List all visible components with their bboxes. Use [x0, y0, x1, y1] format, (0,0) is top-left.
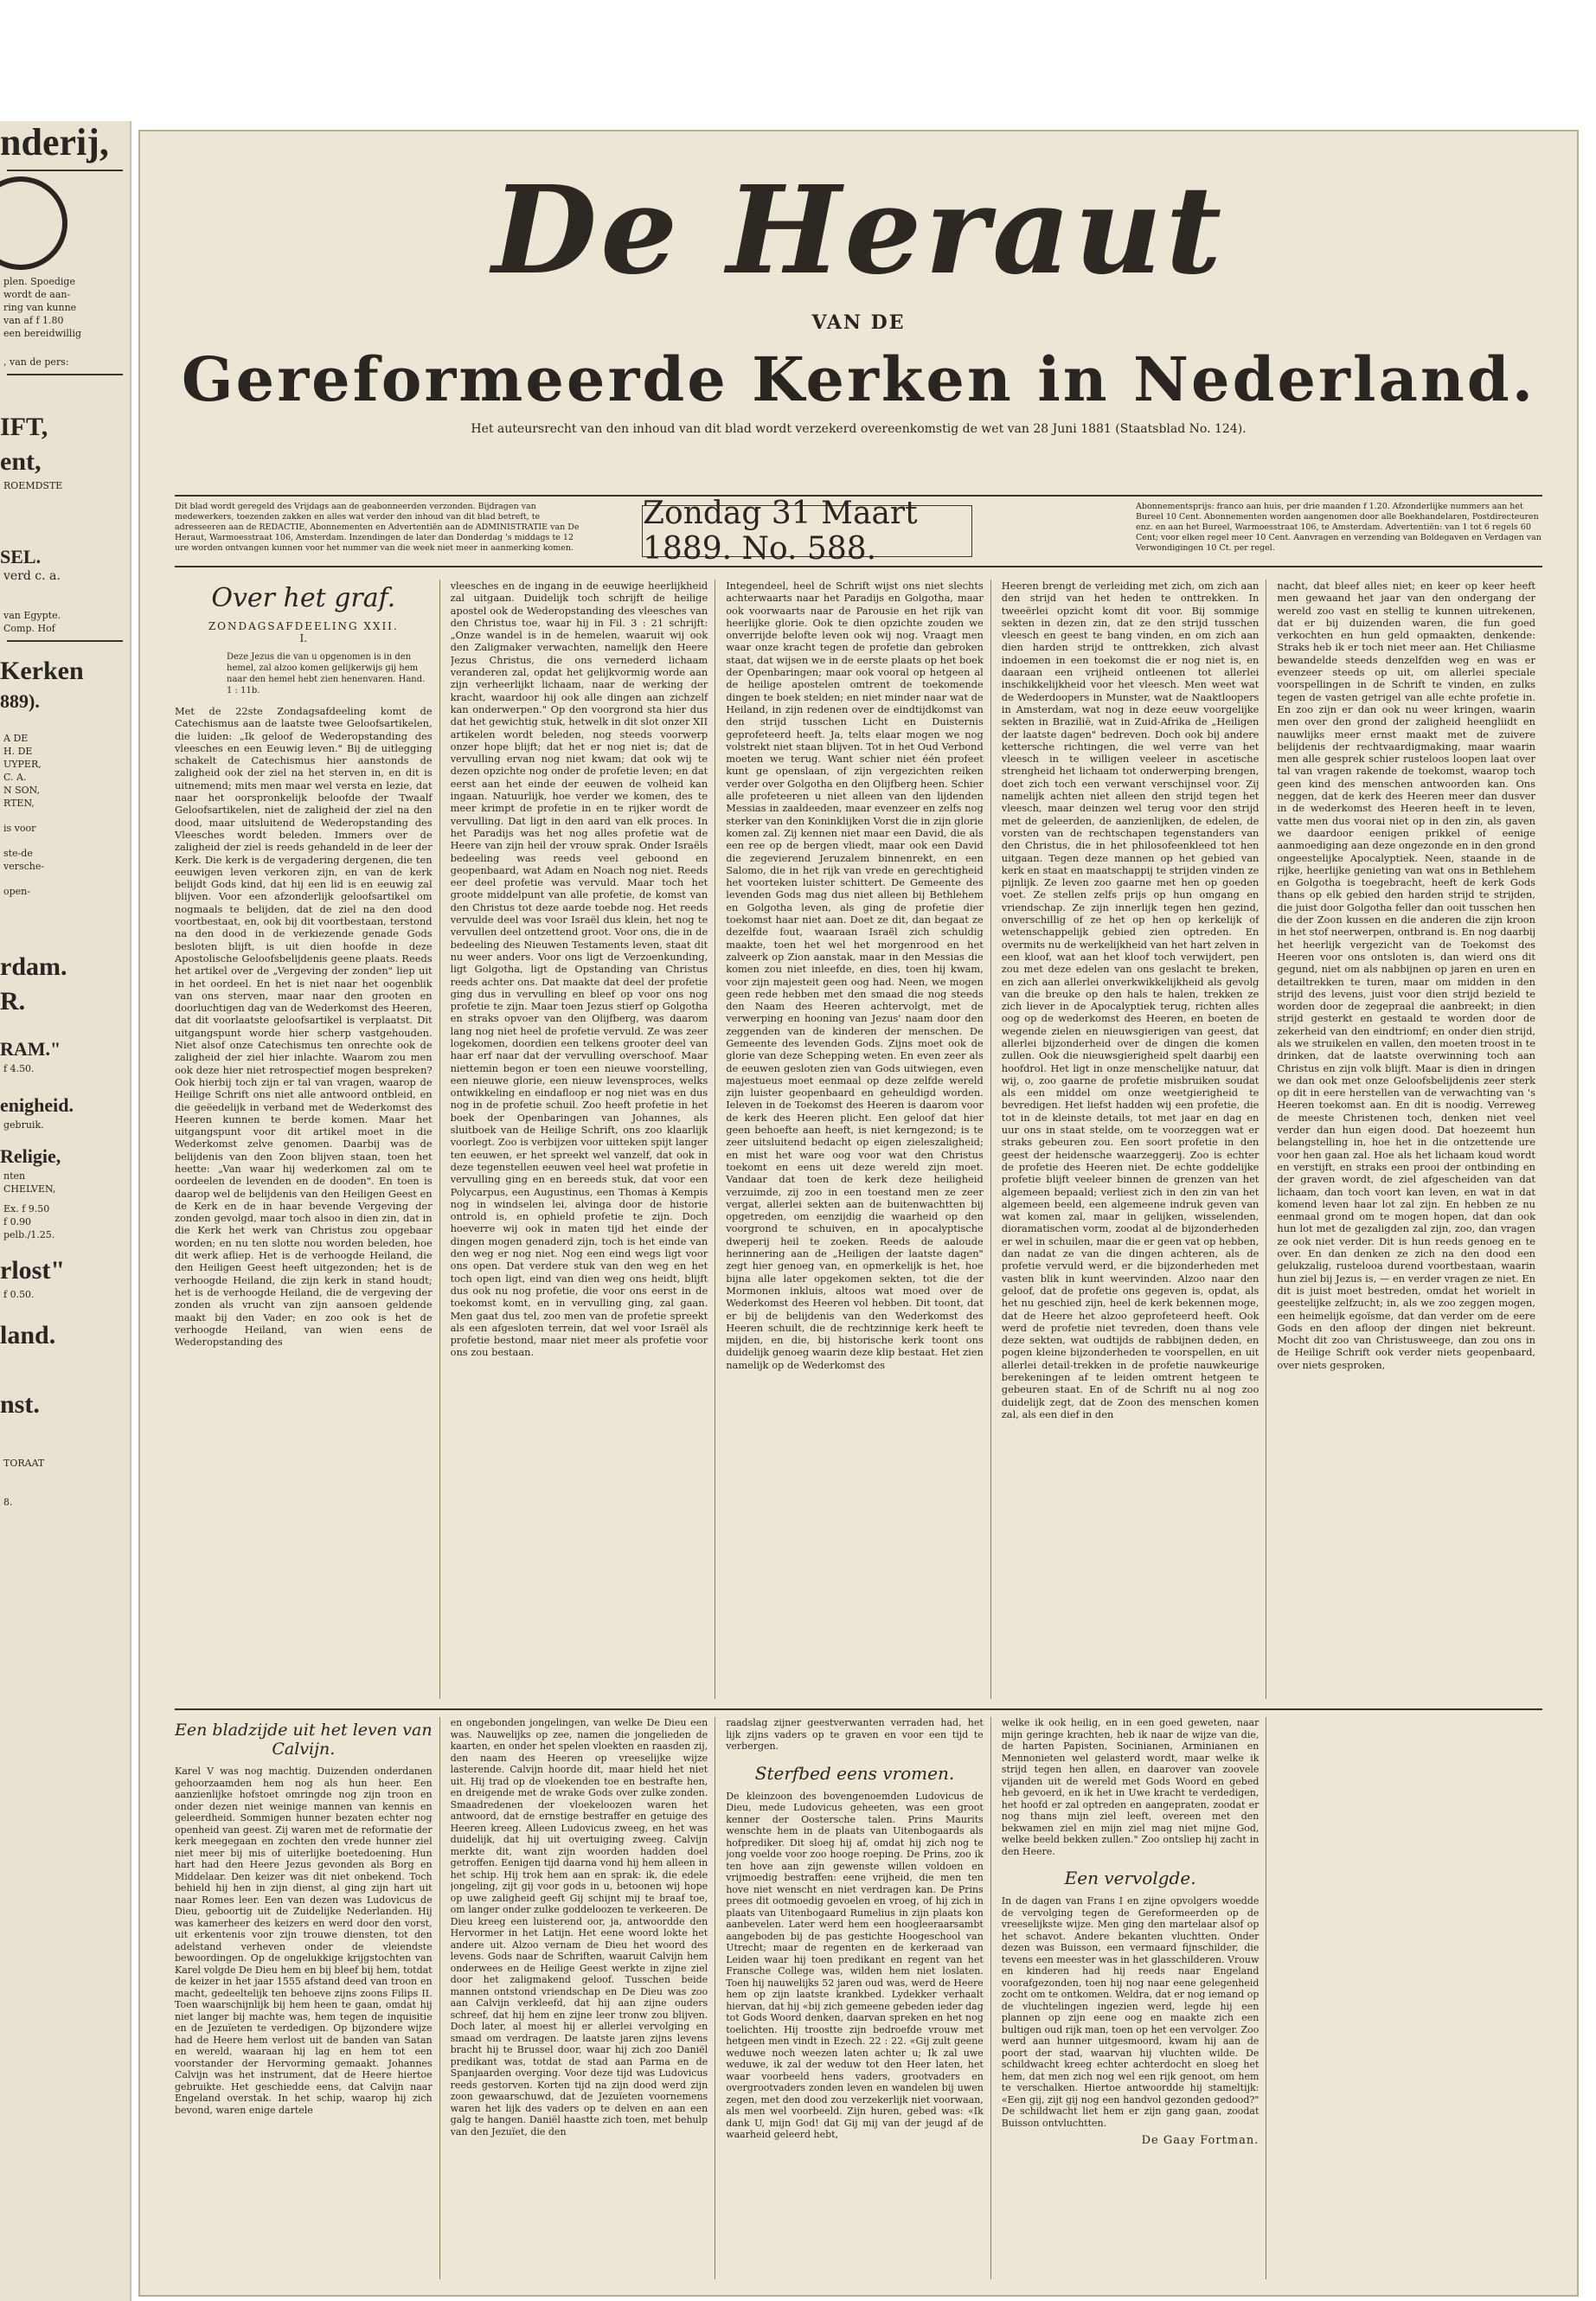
column-2 [451, 580, 716, 1699]
copyright-notice: Het auteursrecht van den inhoud van dit blad wordt verzekerd overeenkomstig de wet van 28 Juni 1881 (Staatsblad No. 124). [471, 422, 1247, 436]
machine-illustration-icon [0, 176, 67, 270]
scripture-quote: Deze Jezus die van u opgenomen is in den hemel, zal alzoo komen gelijkerwijs gij hem naar den hemel hebt zien henenvaren. Hand. 1 : 11b. [227, 652, 426, 695]
article-heading: Sterfbed eens vromen. [754, 1762, 955, 1784]
article-heading: Over het graf. [211, 583, 396, 613]
article-text: In de dagen van Frans I en zijne opvolgers woedde de vervolging tegen de Gereformeerden op de vreeselijkste wijze. Men ging den martelaar alsof op het schavot. Andere bekanten vluchtten. Onder dezen was Buisson, een vermaard fijnschilder, die tevens een meester was in het glasschilderen. Vrouw en kinderen had hij reeds naar Engeland voorafgezonden, toen hij nog naar eene gelegenheid zocht om te ontkomen. Weldra, dat er nog iemand op de vluchtelingen ingezien werd, legde hij een plannen op zijn eene oog en maakte zich een bultigen oud rijk man, toen op het een vervolger. Zoo werd aan hunner uitgesmoord, kwam hij aan de poort der stad, waarvan hij vluchten wilde. De schildwacht kreeg echter achterdocht en sloeg het hem, dat men zich nog wel een rijk genoot, om hem te verschalken. Hiertoe antwoordde hij stameltijk: «Een gij, zijt gij nog een handvol gezonden gedood?" De schildwacht liet hem er zijn gang gaan, zoodat Buisson ontvluchtten. [1001, 1895, 1259, 2129]
article-text: Karel V was nog machtig. Duizenden onderdanen gehoorzaamden hem nog als hun heer. Een aanzienlijke hofstoet omringde nog zijn troon en onder dezen niet weinige mannen van kennis en geleerdheid. Sommigen hunner bezaten echter nog openheid van geest. Zij waren met de reformatie der kerk meegegaan en zochten den vrede hunner ziel niet meer bij mis of uiterlijke boetedoening. Hun hart had den Heere Jezus gevonden als Borg en Middelaar. Den keizer was dit niet onbekend. Toch behield hij hen in zijn dienst, al ging zijn hart uit naar Romes leer. Een van dezen was Ludovicus de Dieu, geboortig uit de Zuidelijke Nederlanden. Hij was kamerheer des keizers en werd door den vorst, uit erkentenis voor zijn trouwe diensten, tot den adelstand verheven onder de vleiendste bewoordingen. Op de ongelukkige krijgstochten van Karel volgde De Dieu hem en bij bleef bij hem, totdat de keizer in het jaar 1555 afstand deed van troon en macht, gedeeltelijk ten behoeve zijns zoons Filips II. Toen waarschijnlijk bij hem heen te gaan, omdat hij niet langer bij machte was, hem tegen de inquisitie en de Jezuïeten te verdedigen. Op bijzondere wijze had de Heere hem verlost uit de banden van Satan en wereld, waaraan hij lag en hem tot een voorstander der Hervorming gemaakt. Johannes Calvijn was het instrument, dat de Heere hiertoe gebruikte. Het geschiedde eens, dat Calvijn naar Engeland overstak. In het schip, waarop hij zich bevond, waren enige dartele [175, 1766, 433, 2116]
article-subheading: ZONDAGSAFDEELING XXII. [208, 620, 399, 632]
newspaper-title: De Heraut [491, 160, 1226, 302]
lower-column-2 [451, 1717, 716, 2279]
column-5 [1277, 580, 1542, 1699]
lower-column-3 [726, 1717, 991, 2279]
article-heading: Een bladzijde uit het leven van Calvijn. [175, 1721, 433, 1759]
newspaper-subtitle: Gereformeerde Kerken in Nederland. [181, 343, 1536, 415]
newspaper-page [138, 130, 1579, 2297]
article-text: Integendeel, heel de Schrift wijst ons niet slechts achterwaarts naar het Paradijs en Golgotha, maar ook voorwaarts naar de Parousie en het rijk van heerlijke glorie. Ook te dien opzichte zouden we onverrijde belofte leven ook wij nog. Vraagt men waar onze kracht tegen de profetie dan gebroken staat, dat wijsen we in de eerste plaats op het boek der Openbaringen; maar ook vooral op hetgeen al de heilige apostelen omtrent de toekomende dingen te boek stelden; en niet minder naar wat de Heiland, in zijn redenen over de eindtijdkomst van den strijd tusschen Licht en Duisternis geprofeteerd heeft. Ja, telts elaar mogen we nog volstrekt niet staan blijven. Tot in het Oud Verbond moeten we terug. Want schier niet één profeet kunt ge openslaan, of zijn vergezichten reiken verder over Golgotha en den Olijfberg heen. Schier alle profeteeren u niet alleen van den lijdenden Messias in zaaldeeden, maar evenzeer en zelfs nog sterker van den Koninklijken Vorst die in zijn glorie komen zal. Zij kennen niet maar een David, die als een ree op de bergen vliedt, maar ook een David die zegevierend Jeruzalem binnenrekt, en een Salomo, die in het rijk van vrede en gerechtigheid het voorteken luister schittert. De Gemeente des levenden Gods mag dus niet alleen bij Bethlehem en Golgotha leven, als ging de profetie dier toekomst haar niet aan. Doet ze dit, dan begaat ze dezelfde fout, waaraan Israël zich schuldig maakte, toen het wel het morgenrood en het zalveerk op Zion aanstak, maar in den Messias die komen zou niet inleefde, en dies, toen hij kwam, voor zijn majesteit geen oog had. Neen, we mogen geen rede hebben met den smaad die nog steeds den Naam des Heeren achtervolgt, met de verwerping en hooning van Jezus' naam door den zeggenden van de kinderen der menschen. De Gemeente des levenden Gods. Zijns moet ook de glorie van deze Schepping weten. En even zeer als de eeuwen gesloten zien van Gods uitwiegen, even majestueus moet eenmaal op deze zelfde wereld zijn luister geopenbaard en geheuldigd worden. Ieleven in de Toekomst des Heeren is daarom voor de kerk des Heeren plicht. Een geloof dat hier geen behoefte aan heeft, is niet kerngezond; is te zeer uitsluitend bedacht op eigen zieleszaligheid; en mist het ware oog voor wat den Christus toekomt en eens uit deze wereld zijn moet. Vandaar dat toen de kerk deze heiligheid verzuimde, zij zoo in een toestand men ze zeer vergat, allerlei sekten aan de buitenwachtten bij opgetreden, om eenzijdig die waarheid op den voorgrond te schuiven, en in apocalyptische dweperij heil te zoeken. Reeds de aaloude herinnering aan de „Heiligen der laatste dagen" zegt hier genoeg van, en opmerkelijk is het, hoe bijna alle later opgekomen sekten, tot die der Mormonen inkluis, altoos wat moed over de Wederkomst des Heeren vol hebben. Dit toont, dat er bij de belijdenis van den Wederkomst des Heeren schuilt, die de rechtzinnige kerk heeft te mijden, en die, bij historische kerk toont ons duidelijk genoeg waarin deze klip bestaat. Het zien namelijk op de Wederkomst des [726, 580, 984, 1371]
article-heading: Een vervolgde. [1064, 1868, 1196, 1888]
article-text: De kleinzoon des bovengenoemden Ludovicus de Dieu, mede Ludovicus geheeten, was een groot kenner der Oostersche talen. Prins Maurits wenschte hem in de plaats van Uitenbogaards als hofprediker. Dit sloeg hij af, omdat hij zich nog te jong voelde voor zoo hooge roeping. De Prins, zoo ik ten hove aan zijn gewenste willen voldoen en vrijmoedig bestraffen: eene vrijheid, die men ten hove niet wenscht en niet verdragen kan. De Prins prees dit ootmoedig gevoelen en vroeg, of hij zich in plaats van Uitenbogaard Rumelius in zijn plaats kon aanbevelen. Later werd hem een hoogleeraarsambt aangeboden bij de pas gestichte Hoogeschool van Utrecht; maar de regenten en de kerkeraad van Leiden waar hij toen predikant en regent van het Fransche College was, wilden hem niet loslaten. Toen hij nauwelijks 52 jaren oud was, werd de Heere hem op zijn laatste krankbed. Lydekker verhaalt hiervan, dat hij «bij zich gemeene gebeden ieder dag tot Gods Woord denken, daarvan spreken en het nog toelichten. Hij troostte zijn bedroefde vrouw met hetgeen men vindt in Ezech. 22 : 22. «Gij zult geene weduwe noch weezen laten achter u; Ik zal uwe weduwe, ik zal der weduw tot den Heer laten, het waar voorbeeld hens vaders, grootvaders en overgrootvaders zonden leven en wandelen bij uwen zegen, met den dood zou verzekerlijk niet voorwaan, als men wel voorbeeld. Zijn huren, gebed was: «Ik dank U, mijn God! dat Gij mij van der jeugd af de waarheid geleerd hebt, [726, 1790, 984, 2140]
article-text: Met de 22ste Zondagsafdeeling komt de Catechismus aan de laatste twee Geloofsartikelen, die luiden: „Ik geloof de Wederopstanding des vleesches en een Eeuwig leven." Bij de uitlegging schakelt de Catechismus hier aanstonds de zaligheid ook der ziel na het sterven in, en dit is uitnemend; mits men maar wel versta en lezie, dat naar het oorspronkelijk beloofde der Twaalf Geloofsartikelen, niet de zaligheid der ziel na den dood, maar uitsluitend de Wederopstanding des Vleesches wordt beleden. Immers over de zaligheid der ziel is reeds gehandeld in de leer der Kerk. Die kerk is de vergadering dergenen, die ten eeuwigen leven verkoren zijn, en van de kerk belijdt Gods kind, dat hij een lid is en eeuwig zal blijven. Voor een afzonderlijk geloofsartikel om nogmaals te belijden, dat de ziel na den dood voortbestaat, en, ook bij dit voortbestaan, terstond na den dood in de verkiezende genade Gods besloten blijft, is uit dien hoofde in deze Apostolische Geloofsbelijdenis geene plaats. Reeds het artikel over de „Vergeving der zonden" liep uit in het oordeel. En het is niet naar het oogenblik van ons sterven, maar naar den grooten en doorluchtigen dag van de Wederkomst des Heeren, dat dit voorlaatste geloofsartikel is verplaatst. Dit uitgangspunt worde hier scherp vastgehouden. Niet alsof onze Catechismus ten onrechte ook de zaligheid der ziel hier inlachte. Waarom zou men ook deze hier niet retrospectief mogen bespreken? Ook hierbij toch zijn er tal van vragen, waarop de Heilige Schrift ons niet alle antwoord ontbleid, en die geëedelijk in verband met de Wederkomst des Heeren kunnen te berde komen. Maar het uitgangspunt voor dit artikel moet in die Wederkomst zelve genomen. Daarbij was de belijdenis van den Zoon blijven staan, toen het heette: „Van waar hij wederkomen zal om te oordeelen de levenden en de dooden". En toen is daarop wel de belijdenis van den Heiligen Geest en de Kerk en de in haar bevende Vergeving der zonden gevolgd, maar toch alsoo in dien zin, dat in die Kerk het werk van Christus zou opgebaar worden; en nu ten slotte nou worden beleden, hoe dit werk afliep. Het is de verhoogde Heiland, die den Heiligen Geest heeft uitgezonden; het is de verhoogde Heiland, die zijn kerk in stand houdt; het is de verhoogde Heiland, die de vergeving der zonden als vrucht van zijn aansoen geldende maakt bij den Vader; en zoo ook is het de verhoogde Heiland, van wien eens de Wederopstanding des [175, 705, 433, 1349]
adjacent-page-strip: nderij, plen. Spoedige wordt de aan- ring van kunne van af f 1.80 een bereidwillig , van de pers: IFT, ent, ROEMDSTE SEL. verd c. a. van Egypte. Comp. Hof Kerken 889). A DE H. DE UYPER, C. A. N SON, RTEN, is voor ste-de versche- open- rdam. R. RAM." f 4.50. enigheid. gebruik. Religie, nten CHELVEN, Ex. f 9.50 f 0.90 pelb./1.25. rlost" f 0.50. land. nst. TORAAT 8. [0, 121, 131, 2301]
masthead [140, 157, 1577, 436]
issue-info-bar [175, 495, 1542, 567]
article-text: vleesches en de ingang in de eeuwige heerlijkheid zal uitgaan. Duidelijk toch schrijft de heilige apostel ook de Wederopstanding des vleesches van den Christus toe, waar hij in Fil. 3 : 21 schrijft: „Onze wandel is in de hemelen, waaruit wij ook den Zaligmaker verwachten, namelijk den Heere Jezus Christus, die ons vernederd lichaam veranderen zal, opdat het gelijkvormig worde aan zijn verheerlijkt lichaam, naar de werking der kracht, waardoor hij ook alle dingen aan zichzelf kan onderwerpen." Op den voorgrond sta hier dus dat het gewichtig stuk, hetwelk in dit slot onzer XII artikelen wordt beleden, nog steeds voorwerp onzer hope blijft; dat het er nog niet is; dat de vervulling ervan nog niet kwam; dat ook wij te dezen opzichte nog onder de profetie leven; en dat eerst aan het einde der eeuwen de volheid kan ingaan. Natuurlijk, hoe verder we komen, des te meer krimpt de profetie in en te rijker wordt de vervulling. Dat ligt in den aard van elk proces. In het Paradijs was het nog alles profetie wat de Heere van zijn heil der vrouw sprak. Onder Israëls bedeeling was reeds veel geboond en geopenbaard, wat Adam en Noach nog niet. Reeds eer deel profetie was vervuld. Maar toch het groote middelpunt van alle profetie, de komst van den Christus tot deze aarde toebde nog. Het reeds vervulde deel was voor Israël dus klein, het nog te vervullen deel ontzettend groot. Voor ons, die in de bedeeling des Nieuwen Testaments leven, staat dit nu weer anders. Voor ons ligt de Verzoenkunding, ligt Golgotha, ligt de Opstanding van Christus reeds achter ons. Dat maakte dat deel der profetie ging dus in vervulling en bleef op voor ons nog profetie te zijn. Maar toen Jezus stierf op Golgotha en straks opvoer van den Olijfberg, was daarom lang nog niet heel de profetie vervuld. Ze was zeer logekomen, doordien een telkens grooter deel van haar erf naar dat der vervulling overschoof. Maar niettemin begon er toen een nieuwe voorstelling, een nieuwe glorie, een nieuw levensproces, welks ontwikkeling en eindafloop er nog niet was en dus nog in de profetie schuil. Zoo heeft profetie in het boek der Openbaringen van Johannes, als sluitboek van de Heilige Schrift, ons zoo klaarlijk voorlegt. Zoo is verbijzen voor uitteken spijt langer ten eeuwen, er het spreekt wel vanzelf, dat ook in deze tegenstellen eeuwen veel heel wat profetie in vervulling ging en en bereeds stuk, dat voor een Polycarpus, een Augustinus, een Thomas à Kempis nog in windselen lei, alvinga door de historie ontrold is, en ophield profetie te zijn. Doch hoeverre wij ook in maten tijd het einde der dingen mogen genaderd zijn, toch is het einde van den weg er nog niet. Nog een eind wegs ligt voor ons open. Dat verdere stuk van den weg en het toch open ligt, eind van dien weg ons heidt, blijft dus ook nu nog profetie, die voor ons eerst in de toekomst komt, en in vervulling ging, zal gaan. Men gaat dus tel, zoo men van de profetie spreekt als een afgesloten terrein, dat wel voor Israël als profetie bestond, maar niet meer als profetie voor ons zou bestaan. [450, 580, 708, 1359]
editorial-notice: Dit blad wordt geregeld des Vrijdags aan de geabonneerden verzonden. Bijdragen van medewerkers, toezenden zakken en alles wat verder den inhoud van dit blad betreft, te adresseeren aan de REDACTIE, Abonnementen en Advertentiën aan de ADMINISTRATIE van De Heraut, Warmoesstraat 106, Amsterdam. Inzendingen de later dan Donderdag 's middags te 12 ure worden ontvangen kunnen voor het nummer van die week niet meer in aanmerking komen. [175, 502, 580, 553]
lower-column-1 [175, 1717, 440, 2279]
column-4 [1002, 580, 1267, 1699]
subscription-notice: Abonnementsprijs: franco aan huis, per drie maanden f 1.20. Afzonderlijke nummers aan het Bureel 10 Cent. Abonnementen worden aangenomen door alle Boekhandelaren, Postdirecteuren enz. en aan het Bureel, Warmoesstraat 106, te Amsterdam. Advertentiën: van 1 tot 6 regels 60 Cent; voor elken regel meer 10 Cent. Aanvragen en verzending van Boldegaven en Verdagen van Verwondigingen 10 Ct. per regel. [1136, 502, 1542, 553]
strip-head: nderij, [0, 121, 109, 163]
article-part-number: I. [299, 632, 308, 644]
section-divider [175, 1708, 1542, 1710]
article-text: raadslag zijner geestverwanten verraden had, het lijk zijns vaders op te graven en voor een tijd te verbergen. [726, 1717, 984, 1752]
main-article [175, 580, 1542, 1699]
column-1 [175, 580, 440, 1699]
title-connector: VAN DE [811, 311, 906, 334]
column-3 [726, 580, 991, 1699]
strip-caption: plen. Spoedige [3, 276, 75, 287]
author-signature: De Gaay Fortman. [1141, 2134, 1259, 2147]
lower-column-4 [1002, 1717, 1267, 2279]
article-text: Heeren brengt de verleiding met zich, om zich aan den strijd van het heden te onttrekken. In tweeërlei opzicht komt dit voor. Bij sommige sekten in dezen zin, dat ze den strijd tusschen vleesch en geest te bang vinden, en om zich aan dien harden strijd te onttrekken, zich alvast indoemen in een toekomst die er nog niet is, en daaraan een vrijheid ontleenen tot allerlei inschikkelijkheid voor het vleesch. Men weet wat de Wederdoopers in Munster, wat de Naaktloopers in Amsterdam, wat nog in deze eeuw voorgelijke sekten in Brazilië, wat in Zuid-Afrika de „Heiligen der laatste dagen" bedreven. Doch ook bij andere kettersche richtingen, die wel verre van het vleesch in te willigen veeleer in ascetische strengheid het lichaam tot onderwerping brengen, doet zich toch een verwant verschijnsel voor. Zij namelijk achten niet alleen den strijd tegen het vleesch, maar deinzen wel terug voor den strijd met de geleerden, de aanzienlijken, de edelen, de vorsten van de rechtschapen tegenstanders van den Christus, die in het philosofeenkleed tot hen uitgaan. Tegen deze mannen op het gebied van kerk en staat en maatschappij te strijden vinden ze pijnlijk. Ze leven zoo gaarne met hen op goeden voet. Ze stellen zelfs prijs op hun omgang en vriendschap. Ze zijn innerlijk tegen hen gezind, onverschillig of ze het op hen op kerkelijk of wetenschappelijk gebied zien optreden. En overmits nu de werkelijkheid van het hart zelven in een kloof, wat aan het kloof toch verwijdert, pen zou met deze edelen van ons geslacht te breken, en zich aan allerlei onverkwikkelijkheid als gevolg van die breuke op den hals te halen, trekken ze zich liever in de Apocalyptiek terug, richten alles oog op de wederkomst des Heeren, en boeten de wegende zielen en nieuwsgierigen van geest, dat allerlei bijzonderheid over de dingen die komen zullen. Ook die nieuwsgierigheid spelt daarbij een hoofdrol. Het ligt in onze menschelijke natuur, dat wij, o, zoo gaarne de profetie misbruiken soudat als een middel om onze weetgierigheid te bevredigen. Het liefst hadden wij een profetie, die tot in de kleinste details, tot met jaar en dag en uur ons in staat stelde, om te voorzeggen wat er straks gebeuren zou. Een soort profetie in den geest der heidensche waarzeggerij. Zoo is echter de profetie des Heeren niet. De echte goddelijke profetie blijft veeleer binnen de grenzen van het algemeen bepaald; verliest zich in den zin van het algemeen beeld, een algemeene indruk geven van wat komen zal, maar in gelijken, wisselenden, dioramatischen vorm, zoodat al de bijzonderheden er wel in schuilen, maar die er geen vat op hebben, dan nadat ze van die dingen achteren, als de profetie vervuld werd, er die bijzonderheden met vasten blik in kunt weervinden. Alzoo naar den geloof, dat de profetie ons gegeven is, opdat, als het nu geschied zijn, heel de kerk bekennen moge, dat de Heere het alzoo geprofeteerd heeft. Ook werd de profetie niet tevreden, doen thans vele deze sekten, wat oudtijds de rabbijnen deden, en pogen kleine bijzonderheden te voorspellen, en uit allerlei detail-trekken in de profetie nauwkeurige berekeningen af te leiden omtrent hetgeen te gebeuren staat. En of de Schrift nu al nog zoo duidelijk zegt, dat de Zoon des menschen komen zal, als een dief in den [1001, 580, 1259, 1420]
article-text: nacht, dat bleef alles niet; en keer op keer heeft men gewaand het jaar van den ondergang der wereld zoo vast en stellig te kunnen uitrekenen, dat er bij duizenden waren, die fun goed verkochten en hun geld opmaakten, denkende: Straks heb ik er toch niet meer aan. Het Chiliasme bewandelde steeds denzelfden weg en was er evenzeer steeds op uit, om allerlei speciale voorspellingen in de Schrift te vinden, en zulks tegen de vasten getrigel van alle echte profetie in. En zoo zijn er dan ook nu weer kringen, waarin men over den grond der zaligheid heengliidt en nauwlijks meer ernst maakt met de zuivere belijdenis der rechtvaardigmaking, maar waarin men alle gesprek schier rusteloos loopen laat over tal van vragen rakende de toekomst, waarop toch geen kind des menschen antwoorden kan. Ons neggen, dat de kerk des Heeren meer dan dusver in de wederkomst des Heeren heeft in te leven, vatte men dus voorai niet op in den zin, als gaven we daardoor eenigen prikkel of eenige aanmoediging aan deze ongezonde en in den grond ongeestelijke Apocalyptiek. Neen, staande in de rijke, heerlijke genieting van wat ons in Bethlehem en Golgotha is toegebracht, heeft de kerk Gods thans op elk gebied den harden strijd te strijden, die juist door Golgotha feller dan ooit tusschen hen die der Zoon kussen en die anderen die zijn kroon in het stof neerwerpen, ontbrand is. En nog daarbij het heerlijk vergezicht van de Toekomst des Heeren voor ons ontsloten is, dan wierd ons dit gegund, niet om als nabbijnen op jaren en uren en detailtrekken te turen, maar om midden in den strijd des levens, juist voor dien strijd bezield te worden door de zegepraal die aanbreekt; in dien strijd gesterkt en gestaald te worden door de zekerheid van den eindtriomf; en onder dien strijd, als we struikelen en vallen, den moeten troost in te drinken, dat de laatste overwinning toch aan Christus en zijn volk blijft. Maar is dien in dringen we dan ook met onze Geloofsbelijdenis zeer sterk op dit in eere herstellen van de verwachting van 's Heeren toekomst aan. En dit is noodig. Verreweg de meeste Christenen toch, denken niet veel verder dan hun eigen dood. Dat hoezeemt hun belangstelling in, hoe het in die ontzettende ure voor hen gaan zal. Hoe als het lichaam koud wordt en verstijft, en straks een prooi der ontbinding en der graven wordt, de ziel afgescheiden van dat lichaam, dan toch voort kan leven, en wat in dat komend leven haar lot zal zijn. En hebben ze nu eenmaal grond om te mogen hopen, dat dan ook hun lot met de gezaligden zal zijn, zoo, dan vragen ze ook niet verder. Dit is hun reeds genoeg en te over. En dan denken ze zich na den dood een gelukzalig, rustelooa durend voortbestaan, waarin hun ziel bij Jezus is, — en verder vragen ze niet. En dit is juist moet bestreden, omdat het worielt in geestelijke zelfzucht; in, als we zoo zeggen mogen, een heimelijk egoïsme, dat dan verder om de eere Gods en den afloop der dingen niet bekreunt. Mocht dit zoo van Christusweege, dan zou ons in de Heilige Schrift ook verder niets geopenbaard, over niets gesproken, [1277, 580, 1535, 1371]
article-text: en ongebonden jongelingen, van welke De Dieu een was. Nauwelijks op zee, namen die jongelieden de kaarten, en onder het spelen vloekten en raasden zij, den naam des Heeren op vreeselijke wijze lasterende. Calvijn hoorde dit, maar hield het niet uit. Hij trad op de vloekenden toe en bestrafte hen, en dreigende met de wrake Gods over zulke zonden. Smaadredenen der vloekeloozen waren het antwoord, dat de ernstige bestraffer en getuige des Heeren kreeg. Alleen Ludovicus zweeg, en het was duidelijk, dat hij uit overtuiging zweeg. Calvijn merkte dit, want zijn woorden hadden doel getroffen. Eenigen tijd daarna vond hij hem alleen in het schip. Hij trok hem aan en sprak: ik, die edele jongeling, zijt gij voor gods in u, betoonen wij hope op uwe zaligheid geeft Gij schijnt mij te braaf toe, om langer onder zulke goddeloozen te verkeeren. De Dieu kreeg een luisterend oor, ja, antwoordde den Hervormer in het Latijn. Het eene woord lokte het andere uit. Alzoo vernam de Dieu het woord des levens. Gods naar de Schriften, waaruit Calvijn hem onderwees en de Heilige Geest werkte in zijne ziel door het zaligmakend geloof. Tusschen beide mannen ontstond vriendschap en De Dieu was zoo aan Calvijn verkleefd, dat hij aan zijne ouders schreef, dat hij hem en zijne leer tronw zou blijven. Doch later, al moest hij er allerlei vervolging en smaad om verdragen. De laatste jaren zijns levens bracht hij te Brussel door, waar hij zich zoo Daniël predikant was, totdat de stad aan Parma en de Spanjaarden overging. Voor deze tijd was Ludovicus reeds gestorven. Korten tijd na zijn dood werd zijn zoon gewaarschuwd, dat de Jezuïeten voornemens waren het lijk des vaders op te delven en aan een galg te hangen. Daniël haastte zich toen, met behulp van den Jezuïet, die den [450, 1717, 708, 2138]
lower-column-5 [1277, 1717, 1542, 2279]
issue-date: Zondag 31 Maart 1889. No. 588. [642, 505, 972, 557]
lower-section [175, 1717, 1542, 2279]
article-text: welke ik ook heilig, en in een goed geweten, naar mijn geringe krachten, heb ik naar de wijze van die, de harten Papisten, Socinianen, Arminianen en Mennonieten wel gelasterd wordt, maar welke ik strijd tegen hen allen, en daarover van zoovele vijanden uit de wereld met Gods Woord en gebed heb gevoerd, en ik het in Uwe kracht te verdedigen, het hoofd er zal optreden en aangepraten, zoodat er nog thans mijn ziel leeft, overeen met den bekwamen ziel en mijn ziel mag niet mijne God, welke beeld bekken zullen." Zoo ontsliep hij zacht in den Heere. [1001, 1717, 1259, 1857]
